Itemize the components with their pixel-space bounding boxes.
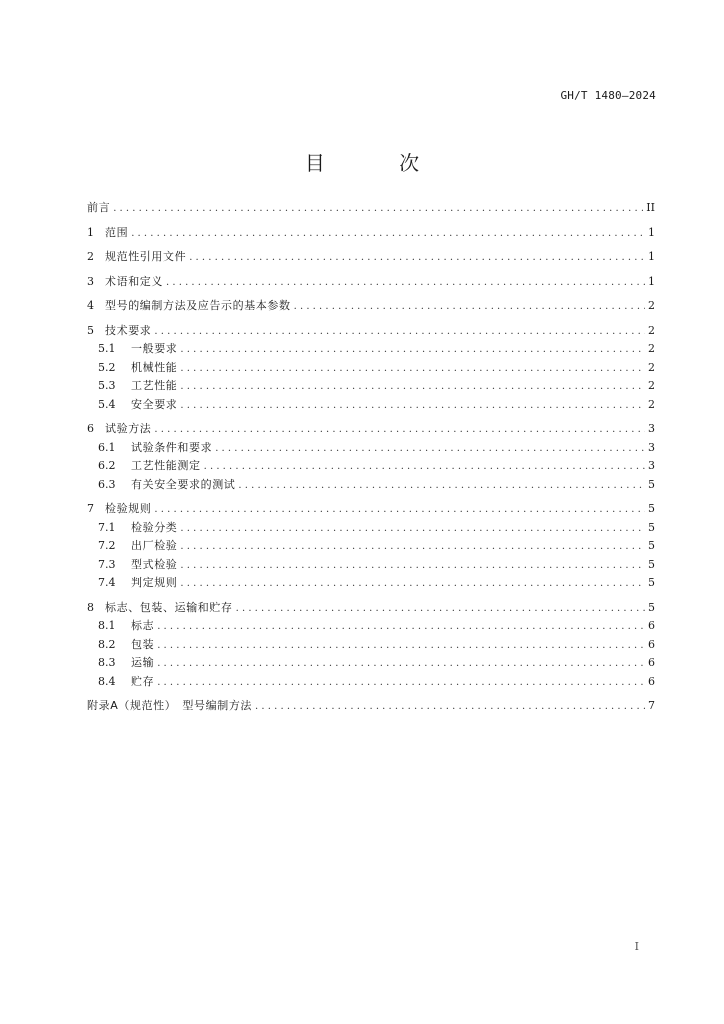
toc-entry-label: 工艺性能测定 (131, 459, 201, 472)
toc-group (87, 322, 655, 415)
toc-dot-leader (180, 360, 645, 379)
toc-entry-label: 标志、包装、运输和贮存 (105, 600, 233, 614)
toc-entry-label: 标志 (131, 619, 155, 632)
toc-dot-leader (294, 298, 645, 317)
toc-group (87, 500, 655, 593)
toc-entry-label: 安全要求 (131, 397, 178, 411)
toc-entry-number: 8.4 (98, 674, 116, 688)
standard-code: GH/T 1480—2024 (560, 89, 656, 102)
toc-entry-number: 7.1 (98, 520, 116, 534)
toc-group (87, 297, 655, 316)
toc-dot-leader (180, 520, 645, 539)
toc-entry[interactable] (87, 697, 655, 716)
toc-subentry[interactable] (87, 574, 655, 593)
table-of-contents (87, 199, 655, 722)
toc-entry-page: 7 (648, 699, 655, 712)
toc-entry-number: 8.1 (98, 619, 116, 632)
toc-entry-label: 规范性引用文件 (105, 250, 187, 263)
toc-entry-number: 8.2 (98, 637, 116, 651)
toc-entry-label: 贮存 (131, 674, 155, 688)
toc-entry[interactable] (87, 199, 655, 218)
toc-dot-leader (157, 618, 645, 637)
toc-entry-label: 试验方法 (105, 422, 152, 435)
page-number: I (634, 940, 639, 953)
toc-entry-number: 7.3 (98, 557, 116, 571)
toc-dot-leader (157, 655, 645, 674)
toc-entry-number: 5.1 (98, 342, 116, 355)
toc-dot-leader (255, 698, 645, 717)
toc-dot-leader (180, 378, 645, 397)
toc-entry-number: 6.3 (98, 477, 116, 491)
toc-entry-label: 范围 (105, 225, 129, 239)
toc-dot-leader (157, 637, 645, 656)
toc-entry-label: 一般要求 (131, 342, 178, 355)
toc-entry-number: 4 (87, 299, 94, 312)
toc-entry-label: 工艺性能 (131, 379, 178, 392)
toc-entry-label: 技术要求 (105, 323, 152, 337)
toc-entry[interactable] (87, 248, 655, 267)
toc-entry-page: 5 (648, 539, 655, 552)
toc-entry-label: 型号的编制方法及应告示的基本参数 (105, 299, 291, 312)
toc-entry-page: 3 (648, 440, 655, 454)
toc-subentry[interactable] (87, 537, 655, 556)
toc-group (87, 697, 655, 716)
toc-dot-leader (113, 200, 643, 219)
page-title: 目 次 (304, 151, 454, 175)
toc-subentry[interactable] (87, 396, 655, 415)
toc-entry-label: 检验分类 (131, 520, 178, 534)
toc-entry-label: 包装 (131, 637, 155, 651)
toc-entry-page: 5 (648, 600, 655, 614)
toc-dot-leader (180, 341, 645, 360)
toc-entry-label: 检验规则 (105, 502, 152, 515)
toc-entry-number: 7 (87, 502, 94, 515)
toc-entry-page: 2 (648, 379, 655, 392)
toc-entry-page: 6 (648, 674, 655, 688)
toc-entry[interactable] (87, 420, 655, 439)
toc-dot-leader (236, 600, 645, 619)
toc-entry[interactable] (87, 599, 655, 618)
toc-entry-page: 3 (648, 422, 655, 435)
toc-entry-label: 术语和定义 (105, 274, 163, 288)
toc-entry-page: 1 (648, 225, 655, 239)
toc-entry-label: 试验条件和要求 (131, 440, 213, 454)
toc-group (87, 420, 655, 494)
toc-entry-number: 3 (87, 274, 94, 288)
toc-entry-number: 8.3 (98, 656, 116, 669)
toc-subentry[interactable] (87, 457, 655, 476)
toc-entry-label: 有关安全要求的测试 (131, 477, 236, 491)
toc-entry[interactable] (87, 297, 655, 316)
toc-entry-page: 6 (648, 619, 655, 632)
toc-entry-number: 1 (87, 225, 94, 239)
toc-entry-label: 前言 (87, 201, 111, 214)
toc-entry-number: 7.4 (98, 576, 116, 589)
toc-subentry[interactable] (87, 476, 655, 495)
toc-entry-number: 6 (87, 422, 94, 435)
toc-subentry[interactable] (87, 340, 655, 359)
toc-entry-page: 2 (648, 360, 655, 374)
toc-dot-leader (157, 674, 645, 693)
toc-dot-leader (180, 397, 645, 416)
toc-dot-leader (180, 575, 645, 594)
toc-subentry[interactable] (87, 519, 655, 538)
toc-entry[interactable] (87, 500, 655, 519)
toc-entry-label: 型式检验 (131, 557, 178, 571)
toc-dot-leader (180, 557, 645, 576)
toc-entry-label: 机械性能 (131, 360, 178, 374)
toc-entry-page: 1 (648, 250, 655, 263)
toc-entry-number: 5.3 (98, 379, 116, 392)
toc-entry-number: 5.2 (98, 360, 116, 374)
toc-entry-page: 5 (648, 576, 655, 589)
toc-entry-page: 1 (648, 274, 655, 288)
toc-entry-page: 6 (648, 656, 655, 669)
toc-dot-leader (189, 249, 645, 268)
toc-entry-page: 5 (648, 502, 655, 515)
toc-entry-number: 6.2 (98, 459, 116, 472)
toc-dot-leader (215, 440, 645, 459)
toc-entry-number: 7.2 (98, 539, 116, 552)
toc-entry-page: 2 (648, 323, 655, 337)
toc-entry-page: 5 (648, 557, 655, 571)
toc-entry-number: 6.1 (98, 440, 116, 454)
toc-dot-leader (238, 477, 645, 496)
toc-subentry[interactable] (87, 673, 655, 692)
toc-entry-page: II (646, 201, 655, 214)
toc-entry-page: 6 (648, 637, 655, 651)
toc-subentry[interactable] (87, 556, 655, 575)
toc-entry-number: 5 (87, 323, 94, 337)
toc-subentry[interactable] (87, 439, 655, 458)
toc-entry[interactable] (87, 273, 655, 292)
toc-dot-leader (166, 274, 645, 293)
toc-entry-number: 8 (87, 600, 94, 614)
toc-entry-page: 3 (648, 459, 655, 472)
toc-entry-label: 判定规则 (131, 576, 178, 589)
toc-dot-leader (180, 538, 645, 557)
toc-entry-label: 运输 (131, 656, 155, 669)
toc-subentry[interactable] (87, 617, 655, 636)
toc-group (87, 199, 655, 218)
toc-dot-leader (154, 421, 645, 440)
toc-subentry[interactable] (87, 654, 655, 673)
toc-entry-label: 附录A（规范性） 型号编制方法 (87, 699, 253, 712)
toc-entry-page: 5 (648, 477, 655, 491)
toc-entry[interactable] (87, 224, 655, 243)
toc-entry-number: 2 (87, 250, 94, 263)
toc-subentry[interactable] (87, 377, 655, 396)
toc-group (87, 248, 655, 267)
toc-group (87, 224, 655, 243)
toc-group (87, 273, 655, 292)
toc-entry-page: 2 (648, 397, 655, 411)
toc-dot-leader (154, 323, 645, 342)
toc-dot-leader (131, 225, 645, 244)
toc-dot-leader (154, 501, 645, 520)
toc-group (87, 599, 655, 692)
toc-dot-leader (204, 458, 645, 477)
toc-subentry[interactable] (87, 636, 655, 655)
toc-entry[interactable] (87, 322, 655, 341)
toc-entry-number: 5.4 (98, 397, 116, 411)
toc-entry-page: 2 (648, 342, 655, 355)
toc-entry-label: 出厂检验 (131, 539, 178, 552)
toc-entry-page: 2 (648, 299, 655, 312)
toc-subentry[interactable] (87, 359, 655, 378)
toc-entry-page: 5 (648, 520, 655, 534)
